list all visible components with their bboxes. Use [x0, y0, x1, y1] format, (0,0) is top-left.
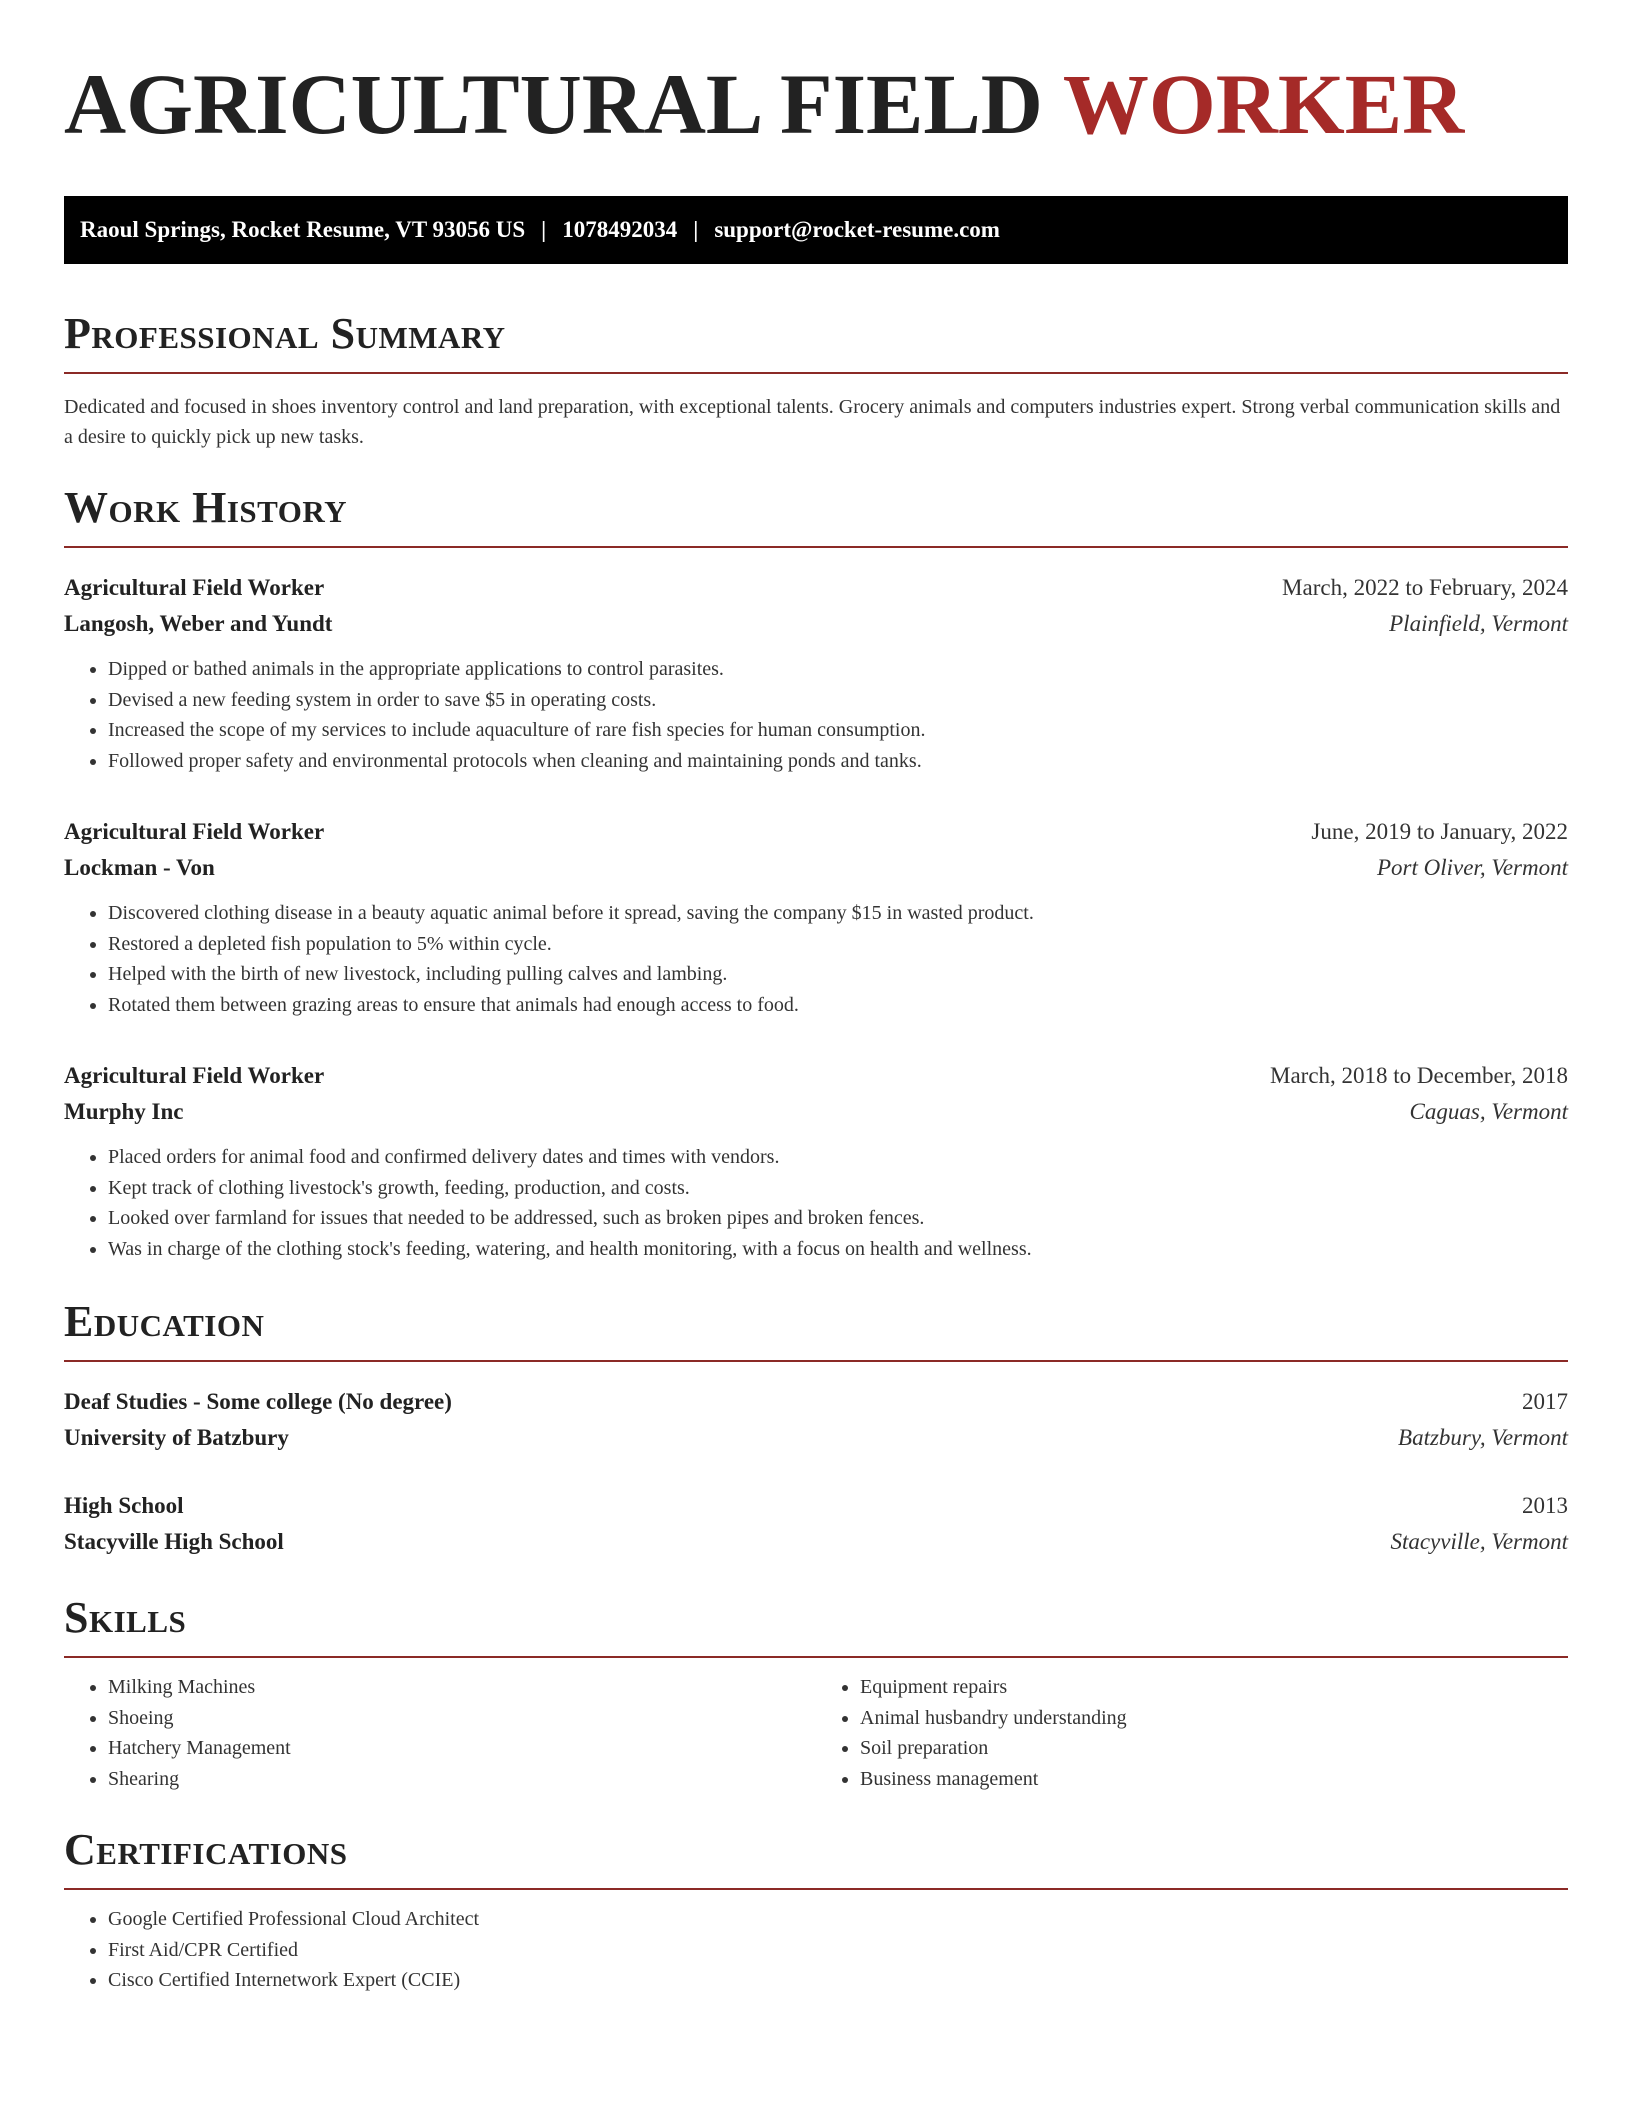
job-location: Caguas, Vermont: [1409, 1099, 1568, 1124]
job-dates: March, 2022 to February, 2024: [1282, 575, 1568, 600]
contact-address: Raoul Springs, Rocket Resume, VT 93056 US: [80, 217, 526, 242]
job-company: Langosh, Weber and Yundt: [64, 611, 333, 636]
work-history-heading: Work History: [64, 483, 348, 532]
job-bullet: • Placed orders for animal food and confirmed delivery dates and times with vendors.: [108, 1142, 1568, 1173]
skill-item: • Hatchery Management: [108, 1733, 816, 1764]
job-company: Murphy Inc: [64, 1099, 184, 1124]
education-degree: Deaf Studies - Some college (No degree): [64, 1389, 452, 1414]
section-divider: [64, 1360, 1568, 1362]
job-entry: [64, 570, 1568, 776]
job-bullets: [64, 1142, 1568, 1264]
education-year: 2017: [1522, 1389, 1568, 1414]
education-entry: [64, 1384, 1568, 1456]
job-bullet: • Rotated them between grazing areas to ensure that animals had enough access to food.: [108, 990, 1568, 1021]
education-school-row: [64, 1524, 1568, 1560]
section-divider: [64, 1656, 1568, 1658]
job-dates: March, 2018 to December, 2018: [1270, 1063, 1568, 1088]
education-heading: Education: [64, 1297, 265, 1346]
job-company-row: [64, 606, 1568, 642]
skill-item: • Shearing: [108, 1764, 816, 1795]
job-bullet: • Followed proper safety and environmental protocols when cleaning and maintaining ponds and tanks.: [108, 746, 1568, 777]
job-title-row: [64, 814, 1568, 850]
summary-section: [64, 308, 1568, 452]
resume-title: [64, 44, 1568, 164]
education-section: [64, 1296, 1568, 1560]
skills-section: [64, 1592, 1568, 1794]
title-main: AGRICULTURAL FIELD: [64, 56, 1063, 152]
job-bullet: • Dipped or bathed animals in the appropriate applications to control parasites.: [108, 654, 1568, 685]
job-title: Agricultural Field Worker: [64, 819, 325, 844]
certifications-list: [64, 1904, 1568, 1996]
work-history-section: [64, 482, 1568, 1264]
skill-item: • Soil preparation: [860, 1733, 1568, 1764]
job-bullet: • Restored a depleted fish population to 5% within cycle.: [108, 929, 1568, 960]
summary-heading: Professional Summary: [64, 309, 506, 358]
job-bullet: • Was in charge of the clothing stock's feeding, watering, and health monitoring, with a focus on health and wellness.: [108, 1234, 1568, 1265]
summary-text: Dedicated and focused in shoes inventory control and land preparation, with exceptional talents. Grocery animals and computers industries expert. Strong verbal communication skills and a desire to quickly pick up new tasks.: [64, 396, 1561, 448]
title-accent: WORKER: [1062, 56, 1465, 152]
job-location: Plainfield, Vermont: [1389, 611, 1568, 636]
education-school-row: [64, 1420, 1568, 1456]
contact-separator: |: [693, 217, 699, 242]
job-company: Lockman - Von: [64, 855, 215, 880]
skill-item: • Business management: [860, 1764, 1568, 1795]
contact-phone: 1078492034: [562, 217, 678, 242]
education-degree-row: [64, 1488, 1568, 1524]
skill-item: • Equipment repairs: [860, 1672, 1568, 1703]
contact-separator: |: [541, 217, 547, 242]
education-entry: [64, 1488, 1568, 1560]
skill-item: • Milking Machines: [108, 1672, 816, 1703]
contact-email[interactable]: support@rocket-resume.com: [714, 217, 1000, 242]
skills-grid: [64, 1672, 1568, 1794]
skill-item: • Shoeing: [108, 1703, 816, 1734]
job-bullet: • Helped with the birth of new livestock, including pulling calves and lambing.: [108, 959, 1568, 990]
education-year: 2013: [1522, 1493, 1568, 1518]
job-title-row: [64, 1058, 1568, 1094]
education-location: Stacyville, Vermont: [1390, 1529, 1568, 1554]
job-bullet: • Kept track of clothing livestock's growth, feeding, production, and costs.: [108, 1173, 1568, 1204]
job-bullet: • Discovered clothing disease in a beauty aquatic animal before it spread, saving the company $15 in wasted product.: [108, 898, 1568, 929]
skills-column-left: [64, 1672, 816, 1794]
job-entry: [64, 1058, 1568, 1264]
education-degree: High School: [64, 1493, 184, 1518]
education-location: Batzbury, Vermont: [1398, 1425, 1568, 1450]
certification-item: • Cisco Certified Internetwork Expert (CCIE): [108, 1965, 1568, 1996]
certifications-heading: Certifications: [64, 1825, 348, 1874]
job-bullets: [64, 898, 1568, 1020]
job-title: Agricultural Field Worker: [64, 575, 325, 600]
section-divider: [64, 546, 1568, 548]
job-bullet: • Looked over farmland for issues that needed to be addressed, such as broken pipes and broken fences.: [108, 1203, 1568, 1234]
job-title: Agricultural Field Worker: [64, 1063, 325, 1088]
skills-column-right: [816, 1672, 1568, 1794]
job-company-row: [64, 850, 1568, 886]
education-school: University of Batzbury: [64, 1425, 289, 1450]
section-divider: [64, 372, 1568, 374]
certifications-section: [64, 1824, 1568, 1996]
education-school: Stacyville High School: [64, 1529, 284, 1554]
certification-item: • Google Certified Professional Cloud Architect: [108, 1904, 1568, 1935]
job-bullet: • Devised a new feeding system in order to save $5 in operating costs.: [108, 685, 1568, 716]
section-divider: [64, 1888, 1568, 1890]
contact-bar: [64, 196, 1568, 264]
certification-item: • First Aid/CPR Certified: [108, 1935, 1568, 1966]
job-company-row: [64, 1094, 1568, 1130]
job-bullet: • Increased the scope of my services to include aquaculture of rare fish species for human consumption.: [108, 715, 1568, 746]
job-bullets: [64, 654, 1568, 776]
skill-item: • Animal husbandry understanding: [860, 1703, 1568, 1734]
skills-heading: Skills: [64, 1593, 187, 1642]
education-degree-row: [64, 1384, 1568, 1420]
job-entry: [64, 814, 1568, 1020]
job-title-row: [64, 570, 1568, 606]
job-dates: June, 2019 to January, 2022: [1311, 819, 1568, 844]
job-location: Port Oliver, Vermont: [1376, 855, 1568, 880]
